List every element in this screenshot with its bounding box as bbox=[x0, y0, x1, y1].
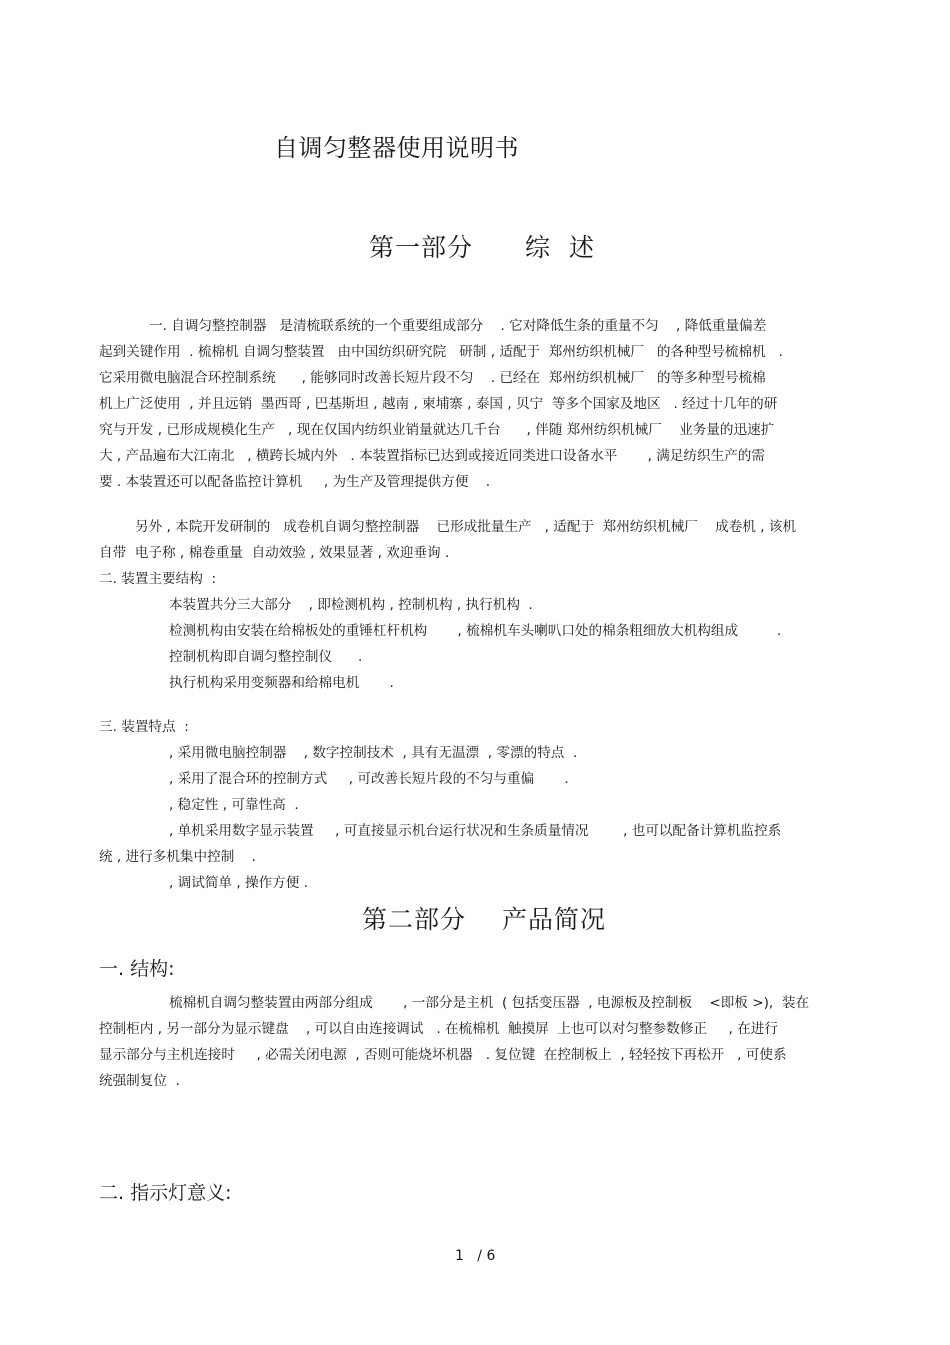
intro-line: 究与开发 , 已形成规模化生产 , 现在仅国内纺织业销量就达几千台 , 伴随 郑州纺织机械厂 业务量的迅速扩 bbox=[99, 422, 775, 438]
features-title: 三. 装置特点 : bbox=[99, 719, 189, 735]
other-line: 自带 电子称 , 棉卷重量 自动效验 , 效果显著 , 欢迎垂询 . bbox=[99, 545, 450, 561]
section1-title: 一. 结构: bbox=[99, 958, 175, 980]
feature-item: , 稳定性 , 可靠性高 . bbox=[169, 797, 299, 813]
part2-heading-a: 第二部分 bbox=[362, 905, 467, 934]
intro-line: 大 , 产品遍布大江南北 , 横跨长城内外 . 本装置指标已达到或接近同类进口设备水平 , 满足纺织生产的需 bbox=[99, 448, 765, 464]
feature-item: , 单机采用数字显示装置 , 可直接显示机台运行状况和生条质量情况 , 也可以配备计算机监控系 bbox=[169, 823, 782, 839]
section1-paragraph bbox=[99, 990, 851, 1094]
section1-line: 显示部分与主机连接时 , 必需关闭电源 , 否则可能烧坏机器 . 复位键 在控制板上 , 轻轻按下再松开 , 可使系 bbox=[99, 1047, 787, 1063]
intro-paragraph bbox=[99, 313, 851, 495]
part1-heading-a: 第一部分 bbox=[369, 233, 474, 262]
structure-item: 本装置共分三大部分 , 即检测机构 , 控制机构 , 执行机构 . bbox=[169, 597, 533, 613]
features-section bbox=[99, 714, 781, 896]
structure-item: 控制机构即自调匀整控制仪 . bbox=[169, 649, 363, 665]
section1-line: 梳棉机自调匀整装置由两部分组成 , 一部分是主机 ( 包括变压器 , 电源板及控制板 <即板 >), 装在 bbox=[169, 995, 810, 1011]
part1-heading-c: 述 bbox=[569, 233, 596, 262]
other-line: 另外 , 本院开发研制的 成卷机自调匀整控制器 已形成批量生产 , 适配于 郑州纺织机械厂 成卷机 , 该机 bbox=[135, 519, 797, 535]
page-current: 1 bbox=[455, 1248, 464, 1264]
intro-line: 要 . 本装置还可以配备监控计算机 , 为生产及管理提供方便 . bbox=[99, 474, 491, 490]
document-title: 自调匀整器使用说明书 bbox=[274, 134, 519, 162]
feature-item: , 采用了混合环的控制方式 , 可改善长短片段的不匀与重偏 . bbox=[169, 771, 569, 787]
part2-heading bbox=[362, 900, 606, 936]
part1-heading-b: 综 bbox=[525, 233, 552, 262]
part2-heading-b: 产品简况 bbox=[502, 905, 607, 934]
other-paragraph bbox=[99, 514, 851, 566]
intro-line: 机上广泛使用 , 并且远销 墨西哥 , 巴基斯坦 , 越南 , 柬埔寨 , 泰国 , 贝宁 等多个国家及地区 . 经过十几年的研 bbox=[99, 396, 778, 412]
structure-item: 执行机构采用变频器和给棉电机 . bbox=[169, 675, 394, 691]
structure-section bbox=[99, 566, 781, 696]
intro-line: 它采用微电脑混合环控制系统 , 能够同时改善长短片段不匀 . 已经在 郑州纺织机械厂 的等多种型号梳棉 bbox=[99, 370, 766, 386]
structure-title: 二. 装置主要结构 : bbox=[99, 571, 217, 587]
feature-item: , 采用微电脑控制器 , 数字控制技术 , 具有无温漂 , 零漂的特点 . bbox=[169, 745, 578, 761]
intro-line: 起到关键作用 . 梳棉机 自调匀整装置 由中国纺织研究院 研制 , 适配于 郑州纺织机械厂 的各种型号梳棉机 . bbox=[99, 344, 783, 360]
structure-item: 检测机构由安装在给棉板处的重锤杠杆机构 , 梳棉机车头喇叭口处的棉条粗细放大机构组成 . bbox=[169, 623, 782, 639]
page-number bbox=[455, 1248, 495, 1264]
section2-title: 二. 指示灯意义: bbox=[99, 1182, 232, 1204]
feature-item-continued: 统 , 进行多机集中控制 . bbox=[99, 849, 256, 865]
page-total: / 6 bbox=[477, 1248, 496, 1264]
section1-line: 统强制复位 . bbox=[99, 1073, 180, 1089]
part1-heading bbox=[369, 228, 595, 264]
intro-line: 一. 自调匀整控制器 是清梳联系统的一个重要组成部分 . 它对降低生条的重量不匀 , 降低重量偏差 bbox=[149, 318, 767, 334]
section1-line: 控制柜内 , 另一部分为显示键盘 , 可以自由连接调试 . 在梳棉机 触摸屏 上也可以对匀整参数修正 , 在进行 bbox=[99, 1021, 778, 1037]
feature-item: , 调试简单 , 操作方便 . bbox=[169, 875, 308, 891]
